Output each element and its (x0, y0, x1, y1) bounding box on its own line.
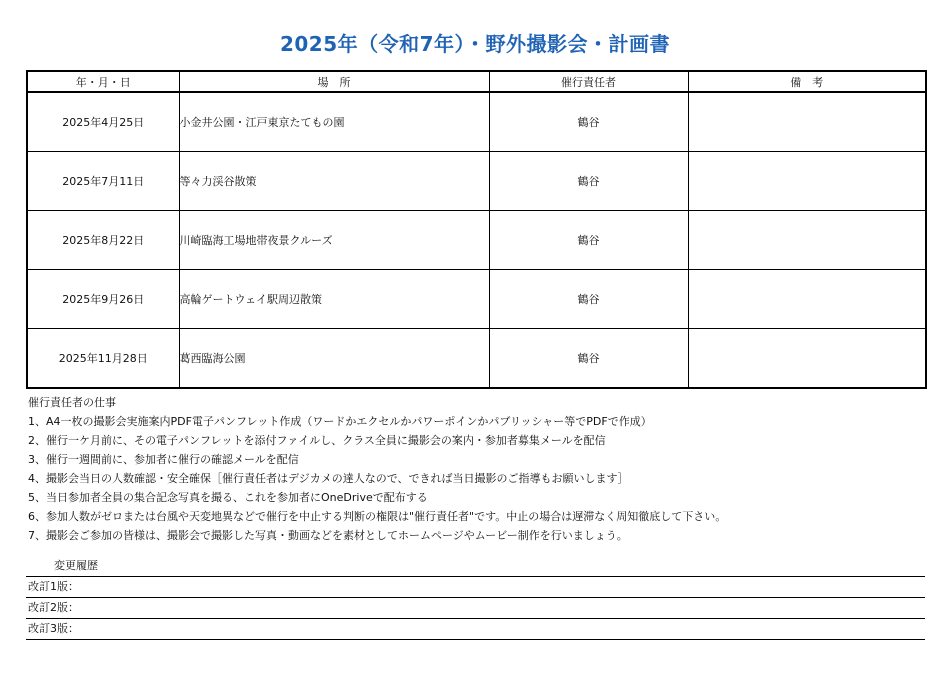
table-row (27, 211, 926, 270)
table-row (27, 92, 926, 152)
cell-date: 2025年8月22日 (27, 211, 179, 270)
cell-place: 小金井公園・江戸東京たてもの園 (179, 92, 489, 152)
duty-item: 4、撮影会当日の人数確認・安全確保［催行責任者はデジカメの達人なので、できれば当日撮影のご指導もお願いします］ (28, 472, 629, 485)
cell-person: 鶴谷 (489, 152, 688, 211)
schedule-table (26, 70, 927, 389)
duties-section (28, 393, 928, 545)
cell-date: 2025年11月28日 (27, 329, 179, 389)
cell-person: 鶴谷 (489, 211, 688, 270)
cell-place: 等々力渓谷散策 (179, 152, 489, 211)
header-note: 備 考 (688, 71, 926, 92)
header-date: 年・月・日 (27, 71, 179, 92)
cell-note (688, 152, 926, 211)
cell-person: 鶴谷 (489, 270, 688, 329)
table-row (27, 329, 926, 389)
cell-date: 2025年4月25日 (27, 92, 179, 152)
cell-date: 2025年9月26日 (27, 270, 179, 329)
duty-item: 6、参加人数がゼロまたは台風や天変地異などで催行を中止する判断の権限は"催行責任者"です。中止の場合は遅滞なく周知徹底して下さい。 (28, 510, 727, 523)
revision-history (26, 556, 925, 640)
cell-place: 高輪ゲートウェイ駅周辺散策 (179, 270, 489, 329)
duty-item: 1、A4一枚の撮影会実施案内PDF電子パンフレット作成（ワードかエクセルかパワーポインかパブリッシャー等でPDFで作成） (28, 415, 652, 428)
table-row (27, 152, 926, 211)
header-person: 催行責任者 (489, 71, 688, 92)
duties-heading: 催行責任者の仕事 (28, 396, 116, 409)
duty-item: 2、催行一ケ月前に、その電子パンフレットを添付ファイルし、クラス全員に撮影会の案内・参加者募集メールを配信 (28, 434, 606, 447)
cell-person: 鶴谷 (489, 329, 688, 389)
revision-line: 改訂3版： (26, 618, 925, 640)
cell-note (688, 211, 926, 270)
cell-place: 川崎臨海工場地帯夜景クルーズ (179, 211, 489, 270)
cell-note (688, 92, 926, 152)
revision-line: 改訂2版： (26, 597, 925, 618)
cell-note (688, 270, 926, 329)
revision-history-title: 変更履歴 (54, 559, 98, 572)
duty-item: 3、催行一週間前に、参加者に催行の確認メールを配信 (28, 453, 299, 466)
cell-person: 鶴谷 (489, 92, 688, 152)
cell-note (688, 329, 926, 389)
cell-date: 2025年7月11日 (27, 152, 179, 211)
duty-item: 5、当日参加者全員の集合記念写真を撮る、これを参加者にOneDriveで配布する (28, 491, 428, 504)
revision-line: 改訂1版： (26, 576, 925, 597)
table-row (27, 270, 926, 329)
table-header-row (27, 71, 926, 92)
duty-item: 7、撮影会ご参加の皆様は、撮影会で撮影した写真・動画などを素材としてホームページやムービー制作を行いましょう。 (28, 529, 628, 542)
page-title: 2025年（令和7年）・野外撮影会・計画書 (279, 32, 671, 56)
header-place: 場 所 (179, 71, 489, 92)
cell-place: 葛西臨海公園 (179, 329, 489, 389)
